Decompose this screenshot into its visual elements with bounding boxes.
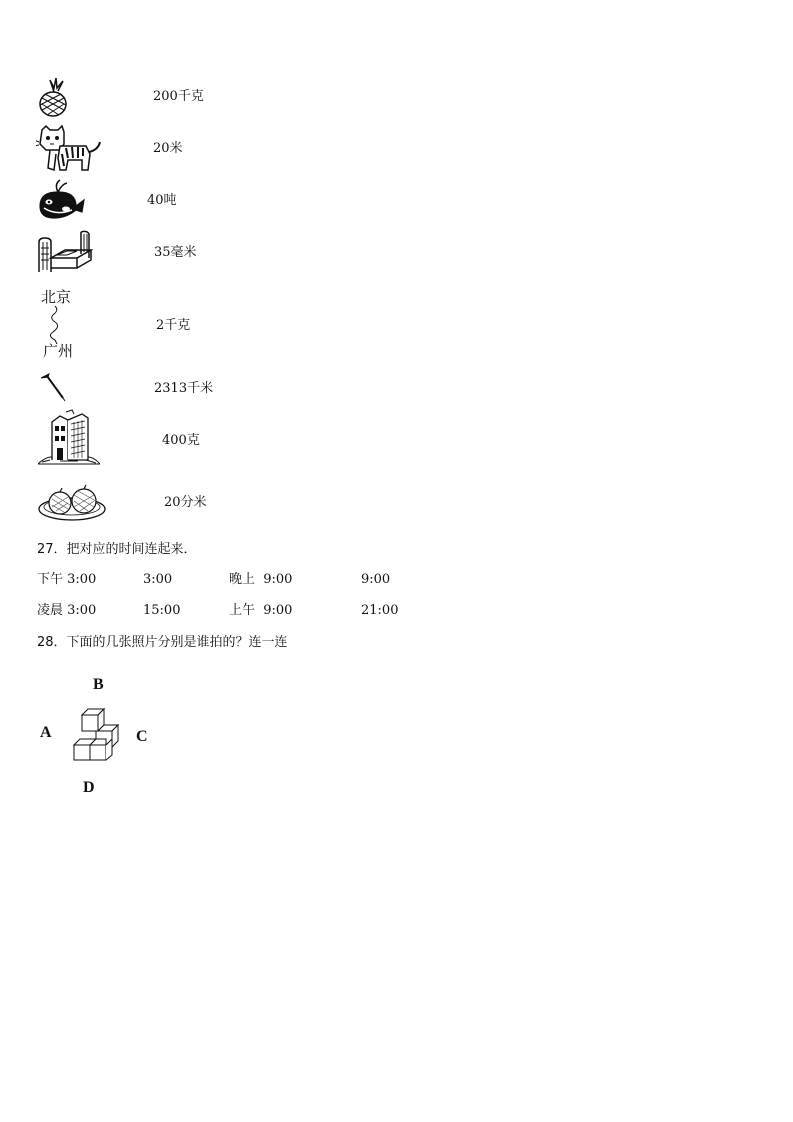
cube-stack-icon xyxy=(72,707,120,761)
item-value-building: 400克 xyxy=(162,433,200,448)
q27-row1-col2: 3:00 xyxy=(143,572,173,587)
q27-row1-col1: 下午 3:00 xyxy=(37,572,97,587)
q27-title: 27．把对应的时间连起来． xyxy=(37,542,197,557)
q28-title: 28．下面的几张照片分别是谁拍的？连一连 xyxy=(37,635,288,650)
item-value-tiger: 20米 xyxy=(153,141,183,156)
item-value-apples: 20分米 xyxy=(164,495,207,510)
item-value-route: 2千克 xyxy=(156,318,191,333)
item-value-nail: 2313千米 xyxy=(154,381,214,396)
q27-row2-col3: 上午 9:00 xyxy=(229,603,293,618)
pineapple-icon xyxy=(37,78,71,118)
viewer-label-b: B xyxy=(93,676,104,693)
q27-row2-col2: 15:00 xyxy=(143,603,181,618)
route-label-top: 北京 xyxy=(41,288,72,306)
apples-plate-icon xyxy=(38,483,108,523)
building-icon xyxy=(38,408,100,466)
bed-icon xyxy=(37,228,93,274)
viewer-label-c: C xyxy=(136,728,148,745)
nail-icon xyxy=(39,372,67,402)
item-value-whale: 40吨 xyxy=(147,193,177,208)
tiger-icon xyxy=(36,124,102,174)
q27-row1-col3: 晚上 9:00 xyxy=(229,572,293,587)
q27-row2-col1: 凌晨 3:00 xyxy=(37,603,97,618)
q27-row2-col4: 21:00 xyxy=(361,603,399,618)
q27-row1-col4: 9:00 xyxy=(361,572,391,587)
viewer-label-d: D xyxy=(83,779,95,796)
item-value-bed: 35毫米 xyxy=(154,245,197,260)
item-value-pineapple: 200千克 xyxy=(153,89,204,104)
viewer-label-a: A xyxy=(40,724,52,741)
route-label-bottom: 广州 xyxy=(43,342,74,360)
route-map-icon xyxy=(41,288,81,362)
whale-icon xyxy=(36,178,86,220)
